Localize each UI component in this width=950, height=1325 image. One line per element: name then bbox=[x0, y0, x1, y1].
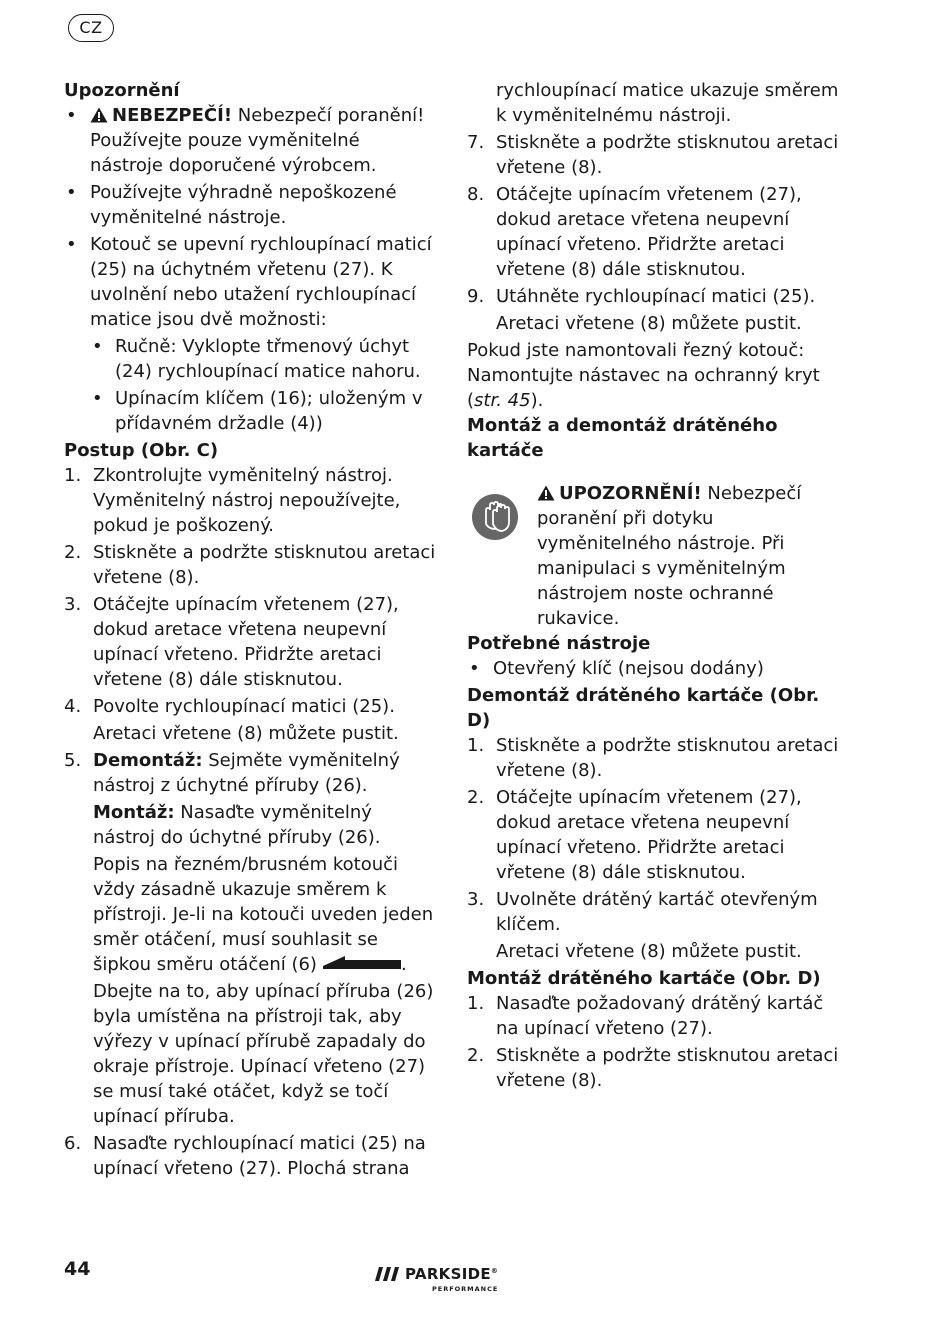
left-column bbox=[64, 78, 436, 1183]
step-text: Stiskněte a podržte stisknutou aretaci vřetene (8). bbox=[496, 132, 839, 178]
logo-slashes-icon bbox=[375, 1267, 401, 1281]
section-heading-procedure: Postup (Obr. C) bbox=[64, 440, 219, 461]
step-number: 1. bbox=[64, 465, 82, 486]
note-text: Pokud jste namontovali řezný kotouč: Namontujte nástavec na ochranný kryt ( bbox=[467, 340, 820, 411]
step-number: 2. bbox=[467, 1045, 485, 1066]
step-text: Zkontrolujte vyměnitelný nástroj. Vyměnitelný nástroj nepoužívejte, pokud je poškozený. bbox=[93, 465, 401, 536]
removal-step-2 bbox=[467, 785, 839, 885]
step-note: Aretaci vřetene (8) můžete pustit. bbox=[93, 723, 399, 744]
bullet-danger bbox=[64, 103, 436, 178]
step-disassembly bbox=[93, 748, 436, 798]
step-text: Utáhněte rychloupínací matici (25). bbox=[496, 286, 816, 307]
caution-body: Nebezpečí poranění při dotyku vyměnitelného nástroje. Při manipulaci s vyměnitelným nástrojem noste ochranné rukavice. bbox=[537, 483, 802, 629]
step-number: 3. bbox=[467, 889, 485, 910]
step-number: 5. bbox=[64, 750, 82, 771]
danger-label: NEBEZPEČÍ! bbox=[112, 105, 233, 126]
right-column bbox=[467, 78, 839, 1095]
step-4 bbox=[64, 694, 436, 746]
danger-text: Nebezpečí poranění! Používejte pouze vyměnitelné nástroje doporučené výrobcem. bbox=[90, 105, 425, 176]
brand-name: PARKSIDE® bbox=[405, 1265, 499, 1283]
parkside-logo bbox=[375, 1265, 535, 1299]
section-heading-brush-removal: Demontáž drátěného kartáče (Obr. D) bbox=[467, 685, 820, 731]
cutting-disc-note bbox=[467, 338, 839, 413]
brand-tagline: PERFORMANCE bbox=[432, 1285, 499, 1293]
language-badge: CZ bbox=[68, 14, 114, 42]
step-3 bbox=[64, 592, 436, 692]
step-number: 8. bbox=[467, 184, 485, 205]
step-6 bbox=[64, 1131, 436, 1181]
rotation-arrow-icon bbox=[323, 954, 401, 970]
section-heading-warnings: Upozornění bbox=[64, 80, 180, 101]
removal-step-1 bbox=[467, 733, 839, 783]
mounting-step-1 bbox=[467, 991, 839, 1041]
step-direction-note bbox=[93, 852, 436, 977]
step-5 bbox=[64, 748, 436, 1129]
warning-triangle-icon bbox=[537, 485, 555, 501]
direction-end: . bbox=[400, 954, 407, 975]
step-note: Aretaci vřetene (8) můžete pustit. bbox=[496, 313, 802, 334]
step-text: Otáčejte upínacím vřetenem (27), dokud aretace vřetena neupevní upínací vřeteno. Přidržte aretaci vřetene (8) dále stisknutou. bbox=[496, 184, 802, 280]
section-heading-brush-mounting: Montáž drátěného kartáče (Obr. D) bbox=[467, 968, 821, 989]
step-text: Nasaďte požadovaný drátěný kartáč na upínací vřeteno (27). bbox=[496, 993, 824, 1039]
step-text: Otáčejte upínacím vřetenem (27), dokud aretace vřetena neupevní upínací vřeteno. Přidržte aretaci vřetene (8) dále stisknutou. bbox=[93, 594, 399, 690]
mounting-step-2 bbox=[467, 1043, 839, 1093]
subbullet-by-hand: • Ručně: Vyklopte třmenový úchyt (24) rychloupínací matice nahoru. bbox=[64, 334, 436, 384]
caution-box bbox=[467, 481, 839, 631]
step-text: Stiskněte a podržte stisknutou aretaci vřetene (8). bbox=[496, 735, 839, 781]
step-8 bbox=[467, 182, 839, 282]
step-2 bbox=[64, 540, 436, 590]
subbullet-wrench: • Upínacím klíčem (16); uloženým v přídavném držadle (4)) bbox=[64, 386, 436, 436]
step-number: 2. bbox=[467, 787, 485, 808]
step-number: 1. bbox=[467, 735, 485, 756]
step-text: Stiskněte a podržte stisknutou aretaci vřetene (8). bbox=[93, 542, 436, 588]
step-9 bbox=[467, 284, 839, 336]
bullet-undamaged-tools: • Používejte výhradně nepoškozené vyměnitelné nástroje. bbox=[64, 180, 436, 230]
assembly-label: Montáž: bbox=[93, 802, 175, 823]
assembly-text: Nasaďte vyměnitelný nástroj do úchytné příruby (26). bbox=[93, 802, 381, 848]
bullet-quick-nut: • Kotouč se upevní rychloupínací maticí (25) na úchytném vřetenu (27). K uvolnění nebo utažení rychloupínací matice jsou dvě možnosti: bbox=[64, 232, 436, 332]
direction-text: Popis na řezném/brusném kotouči vždy zásadně ukazuje směrem k přístroji. Je-li na kotouči uveden jeden směr otáčení, musí souhlasit se šipkou směru otáčení (6) bbox=[93, 854, 434, 975]
page-reference: str. 45 bbox=[474, 390, 531, 411]
step-text: Uvolněte drátěný kartáč otevřeným klíčem. bbox=[496, 889, 818, 935]
step-number: 9. bbox=[467, 286, 485, 307]
note-end: ). bbox=[530, 390, 544, 411]
step-number: 7. bbox=[467, 132, 485, 153]
step-assembly bbox=[93, 800, 436, 850]
step-number: 2. bbox=[64, 542, 82, 563]
caution-label: UPOZORNĚNÍ! bbox=[559, 483, 702, 504]
warning-triangle-icon bbox=[90, 107, 108, 123]
removal-step-3 bbox=[467, 887, 839, 964]
step-number: 4. bbox=[64, 696, 82, 717]
section-heading-tools: Potřebné nástroje bbox=[467, 633, 651, 654]
bullet-open-wrench: • Otevřený klíč (nejsou dodány) bbox=[467, 656, 839, 681]
step-7 bbox=[467, 130, 839, 180]
step-flange-note: Dbejte na to, aby upínací příruba (26) byla umístěna na přístroji tak, aby výřezy v upínací přírubě zapadaly do okraje přístroje. Upínací vřeteno (27) se musí také otáčet, když se točí upínací příruba. bbox=[93, 981, 434, 1127]
step-1 bbox=[64, 463, 436, 538]
page-number: 44 bbox=[64, 1258, 91, 1280]
step-number: 1. bbox=[467, 993, 485, 1014]
step-note: Aretaci vřetene (8) můžete pustit. bbox=[496, 941, 802, 962]
disassembly-label: Demontáž: bbox=[93, 750, 203, 771]
step-text: Stiskněte a podržte stisknutou aretaci vřetene (8). bbox=[496, 1045, 839, 1091]
step-text: Nasaďte rychloupínací matici (25) na upínací vřeteno (27). Plochá strana bbox=[93, 1133, 426, 1179]
disassembly-text: Sejměte vyměnitelný nástroj z úchytné příruby (26). bbox=[93, 750, 400, 796]
step-number: 3. bbox=[64, 594, 82, 615]
step-6-continued: rychloupínací matice ukazuje směrem k vyměnitelnému nástroji. bbox=[496, 80, 839, 126]
step-text: Otáčejte upínacím vřetenem (27), dokud aretace vřetena neupevní upínací vřeteno. Přidržte aretaci vřetene (8) dále stisknutou. bbox=[496, 787, 802, 883]
step-number: 6. bbox=[64, 1133, 82, 1154]
section-heading-wire-brush: Montáž a demontáž drátěného kartáče bbox=[467, 415, 778, 461]
caution-text bbox=[537, 481, 839, 631]
step-text: Povolte rychloupínací matici (25). bbox=[93, 696, 395, 717]
protective-gloves-icon bbox=[471, 493, 519, 541]
